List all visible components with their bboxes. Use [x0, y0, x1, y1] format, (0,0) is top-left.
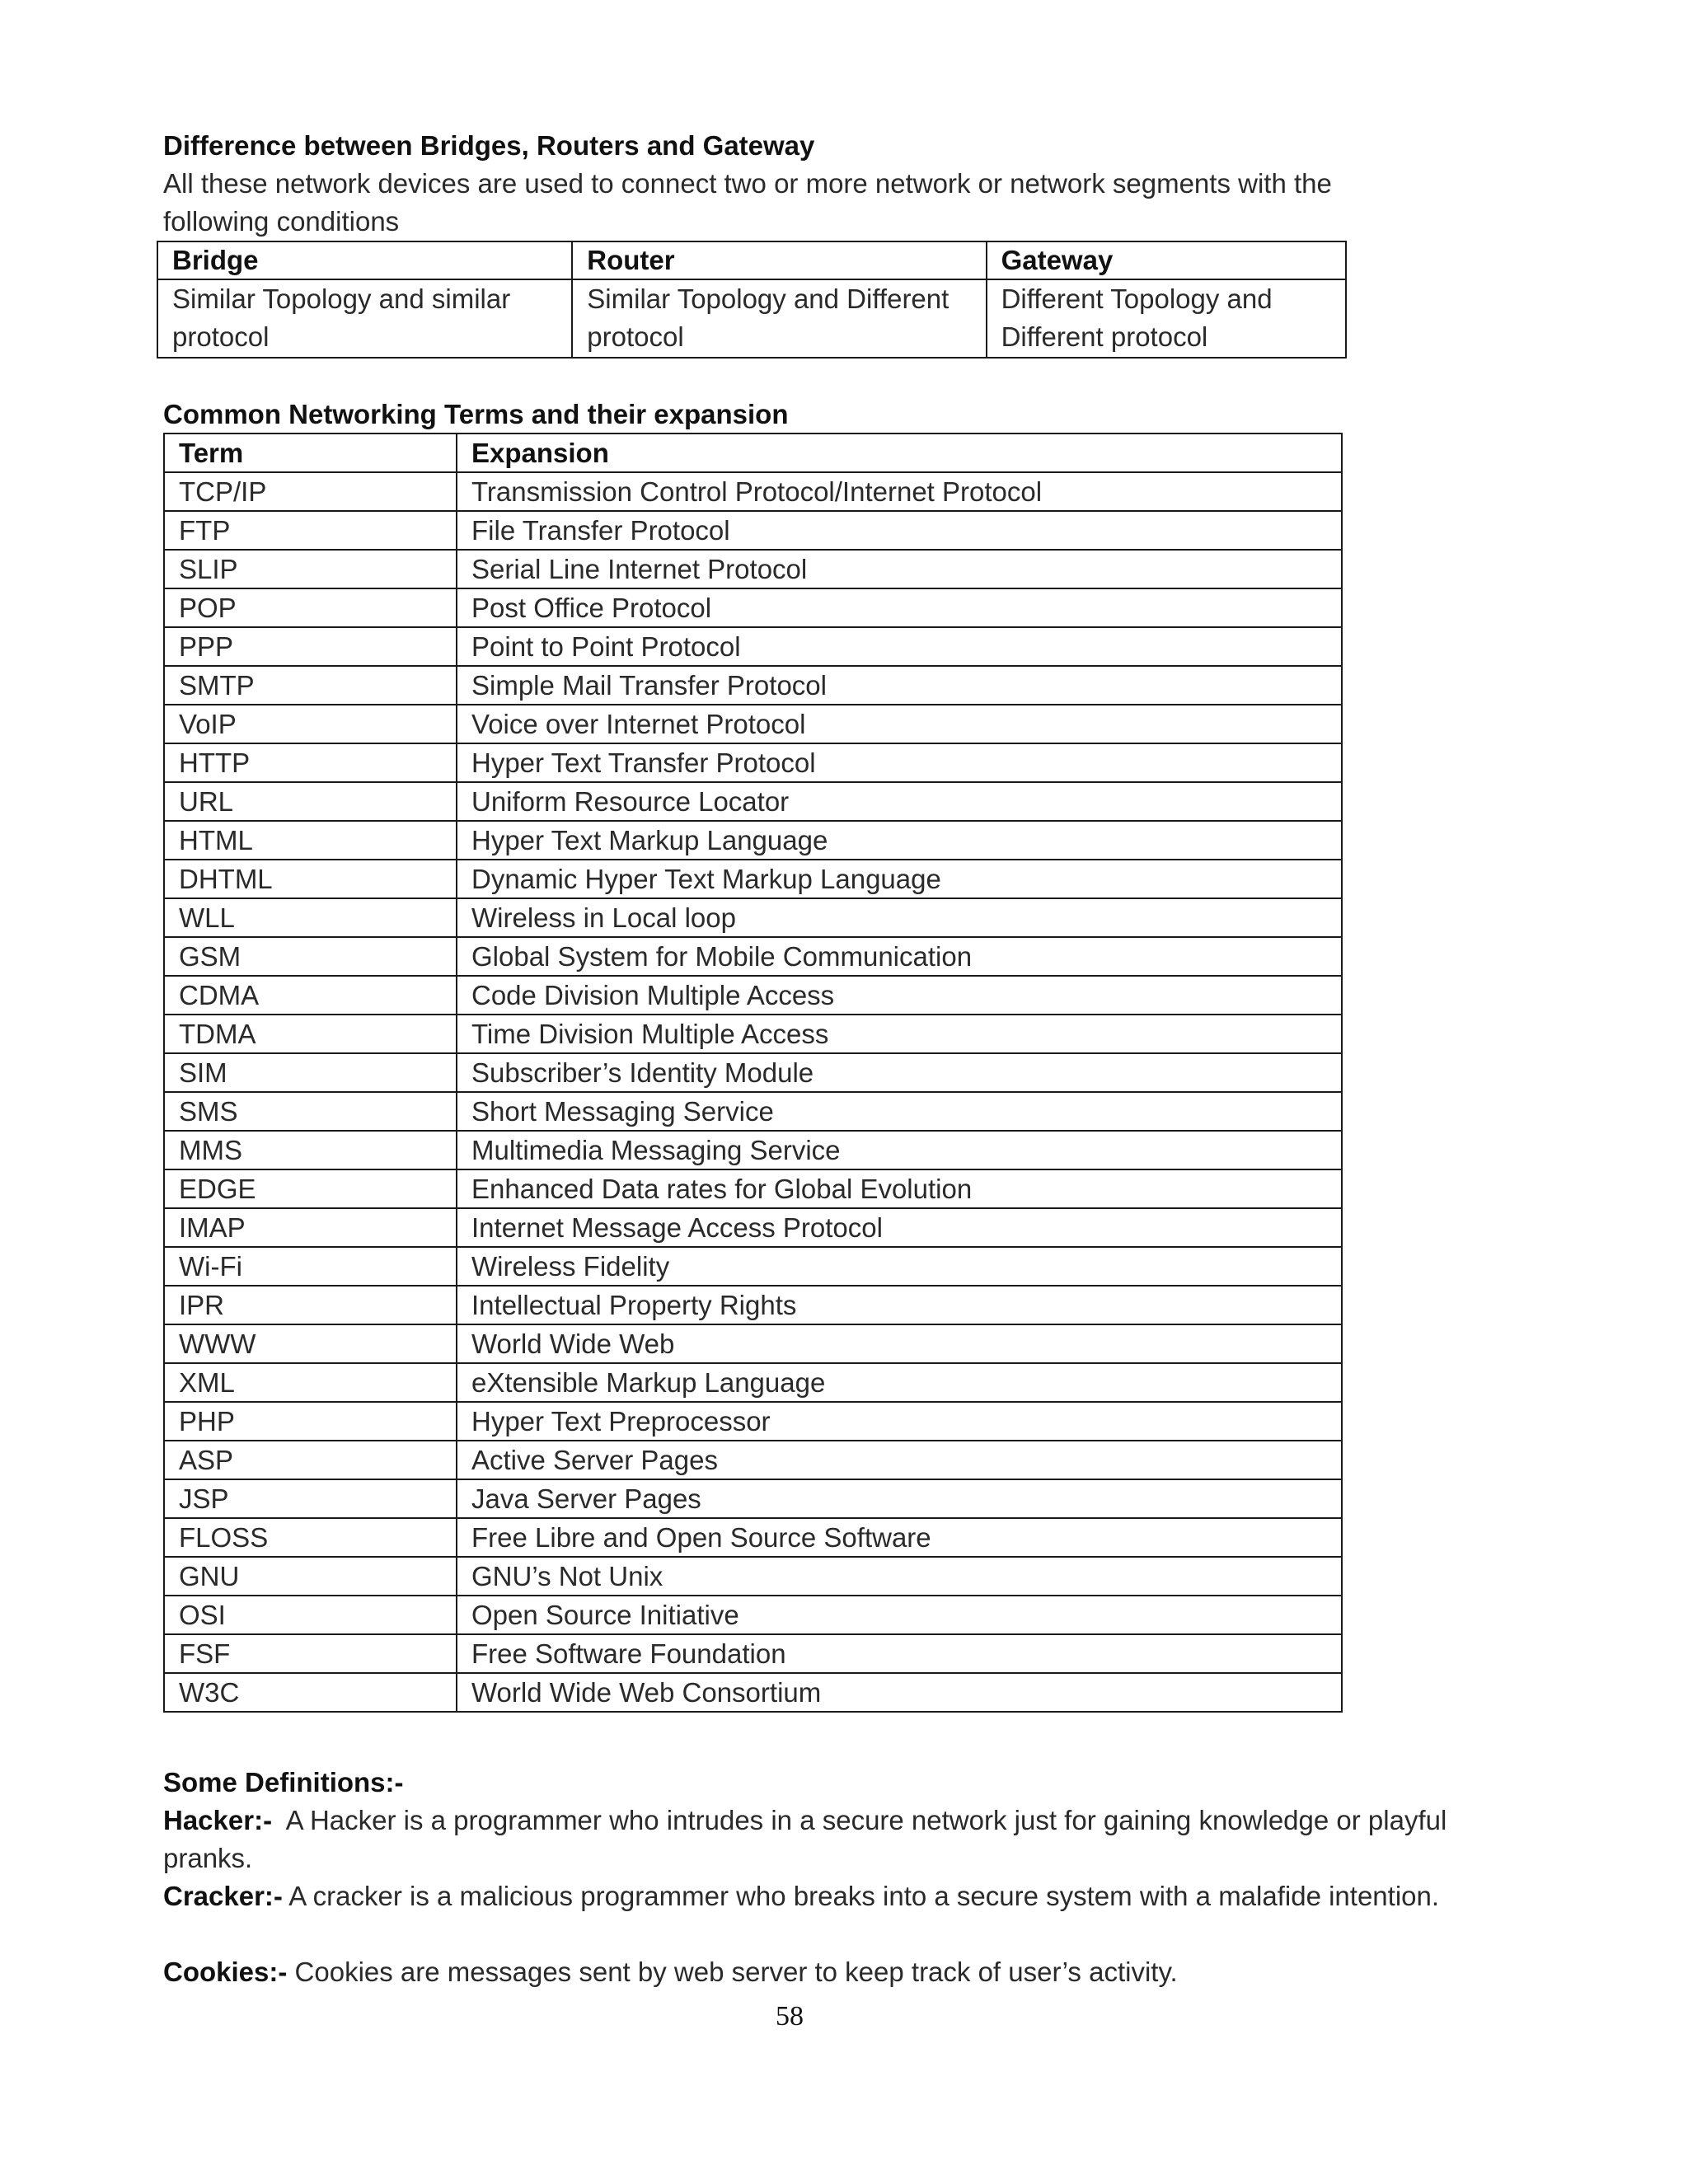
table-row — [164, 743, 1342, 782]
router-condition: Similar Topology and Different protocol — [572, 279, 986, 358]
gateway-condition: Different Topology and Different protocol — [987, 279, 1346, 358]
expansion-cell: World Wide Web Consortium — [457, 1673, 1342, 1712]
term-cell: HTML — [164, 821, 457, 860]
terms-table — [163, 433, 1343, 1713]
table-row — [164, 1441, 1342, 1479]
bridge-condition: Similar Topology and similar protocol — [157, 279, 572, 358]
table-row — [164, 1286, 1342, 1324]
definition-text: A cracker is a malicious programmer who breaks into a secure system with a malafide intention. — [288, 1881, 1440, 1911]
expansion-cell: Open Source Initiative — [457, 1596, 1342, 1634]
expansion-cell: Multimedia Messaging Service — [457, 1131, 1342, 1169]
definition-term: Cracker:- — [163, 1881, 283, 1911]
table-row — [164, 1208, 1342, 1247]
term-cell: SLIP — [164, 550, 457, 588]
term-cell: FTP — [164, 511, 457, 550]
table-row — [164, 1324, 1342, 1363]
expansion-cell: Point to Point Protocol — [457, 627, 1342, 666]
expansion-cell: Voice over Internet Protocol — [457, 705, 1342, 743]
term-cell: IMAP — [164, 1208, 457, 1247]
term-cell: OSI — [164, 1596, 457, 1634]
expansion-cell: Intellectual Property Rights — [457, 1286, 1342, 1324]
expansion-cell: GNU’s Not Unix — [457, 1557, 1342, 1596]
term-cell: IPR — [164, 1286, 457, 1324]
table-row — [164, 1092, 1342, 1131]
expansion-cell: Subscriber’s Identity Module — [457, 1053, 1342, 1092]
expansion-cell: Global System for Mobile Communication — [457, 937, 1342, 976]
table-row — [164, 1402, 1342, 1441]
section-heading-terms: Common Networking Terms and their expansion — [163, 399, 789, 429]
devices-row — [157, 279, 1346, 358]
table-row — [164, 782, 1342, 821]
table-row — [164, 1015, 1342, 1053]
section-heading-devices: Difference between Bridges, Routers and Gateway — [163, 130, 815, 161]
term-cell: CDMA — [164, 976, 457, 1015]
page-number: 58 — [776, 2001, 804, 2032]
expansion-cell: Short Messaging Service — [457, 1092, 1342, 1131]
term-cell: HTTP — [164, 743, 457, 782]
expansion-cell: Serial Line Internet Protocol — [457, 550, 1342, 588]
term-cell: Wi-Fi — [164, 1247, 457, 1286]
expansion-cell: Java Server Pages — [457, 1479, 1342, 1518]
term-cell: MMS — [164, 1131, 457, 1169]
table-row — [164, 821, 1342, 860]
table-row — [164, 627, 1342, 666]
table-row — [164, 1169, 1342, 1208]
term-cell: XML — [164, 1363, 457, 1402]
expansion-cell: Hyper Text Markup Language — [457, 821, 1342, 860]
expansion-cell: Hyper Text Transfer Protocol — [457, 743, 1342, 782]
term-cell: PPP — [164, 627, 457, 666]
expansion-cell: Transmission Control Protocol/Internet Protocol — [457, 472, 1342, 511]
term-cell: FSF — [164, 1634, 457, 1673]
table-row — [164, 1053, 1342, 1092]
table-row — [164, 666, 1342, 705]
term-cell: DHTML — [164, 860, 457, 898]
term-cell: W3C — [164, 1673, 457, 1712]
term-cell: VoIP — [164, 705, 457, 743]
expansion-cell: Wireless in Local loop — [457, 898, 1342, 937]
section-heading-definitions: Some Definitions:- — [163, 1767, 404, 1797]
devices-intro: All these network devices are used to connect two or more network or network segments with the following conditions — [163, 168, 1332, 237]
expansion-cell: Free Software Foundation — [457, 1634, 1342, 1673]
term-cell: EDGE — [164, 1169, 457, 1208]
expansion-cell: Enhanced Data rates for Global Evolution — [457, 1169, 1342, 1208]
table-row — [164, 1596, 1342, 1634]
expansion-cell: Internet Message Access Protocol — [457, 1208, 1342, 1247]
expansion-cell: Post Office Protocol — [457, 588, 1342, 627]
table-row — [164, 1557, 1342, 1596]
term-cell: SIM — [164, 1053, 457, 1092]
table-row — [164, 588, 1342, 627]
table-row — [164, 472, 1342, 511]
table-row — [164, 937, 1342, 976]
expansion-cell: Dynamic Hyper Text Markup Language — [457, 860, 1342, 898]
terms-header-row — [164, 434, 1342, 472]
table-row — [164, 898, 1342, 937]
table-row — [164, 1673, 1342, 1712]
table-row — [164, 1247, 1342, 1286]
definition-cracker — [163, 1877, 1449, 1915]
term-cell: WLL — [164, 898, 457, 937]
definition-text: A Hacker is a programmer who intrudes in a secure network just for gaining knowledge or playful pranks. — [163, 1805, 1447, 1873]
term-cell: POP — [164, 588, 457, 627]
expansion-cell: Simple Mail Transfer Protocol — [457, 666, 1342, 705]
term-cell: TCP/IP — [164, 472, 457, 511]
expansion-cell: Hyper Text Preprocessor — [457, 1402, 1342, 1441]
term-cell: WWW — [164, 1324, 457, 1363]
expansion-cell: Active Server Pages — [457, 1441, 1342, 1479]
table-row — [164, 1363, 1342, 1402]
header-router: Router — [572, 241, 986, 279]
table-row — [164, 1634, 1342, 1673]
expansion-cell: Code Division Multiple Access — [457, 976, 1342, 1015]
definition-hacker — [163, 1802, 1449, 1877]
definition-cookies — [163, 1953, 1449, 1991]
term-cell: FLOSS — [164, 1518, 457, 1557]
devices-header-row — [157, 241, 1346, 279]
expansion-cell: World Wide Web — [457, 1324, 1342, 1363]
expansion-cell: Time Division Multiple Access — [457, 1015, 1342, 1053]
term-cell: TDMA — [164, 1015, 457, 1053]
table-row — [164, 860, 1342, 898]
expansion-cell: eXtensible Markup Language — [457, 1363, 1342, 1402]
term-cell: URL — [164, 782, 457, 821]
expansion-cell: Wireless Fidelity — [457, 1247, 1342, 1286]
header-expansion: Expansion — [457, 434, 1342, 472]
term-cell: GSM — [164, 937, 457, 976]
expansion-cell: Uniform Resource Locator — [457, 782, 1342, 821]
term-cell: SMTP — [164, 666, 457, 705]
term-cell: SMS — [164, 1092, 457, 1131]
table-row — [164, 1518, 1342, 1557]
term-cell: JSP — [164, 1479, 457, 1518]
definition-term: Hacker:- — [163, 1805, 273, 1835]
terms-body — [164, 472, 1342, 1712]
table-row — [164, 1479, 1342, 1518]
term-cell: GNU — [164, 1557, 457, 1596]
table-row — [164, 976, 1342, 1015]
term-cell: ASP — [164, 1441, 457, 1479]
expansion-cell: Free Libre and Open Source Software — [457, 1518, 1342, 1557]
table-row — [164, 550, 1342, 588]
header-bridge: Bridge — [157, 241, 572, 279]
expansion-cell: File Transfer Protocol — [457, 511, 1342, 550]
table-row — [164, 705, 1342, 743]
header-gateway: Gateway — [987, 241, 1346, 279]
table-row — [164, 1131, 1342, 1169]
devices-table — [157, 241, 1347, 359]
header-term: Term — [164, 434, 457, 472]
table-row — [164, 511, 1342, 550]
definition-text: Cookies are messages sent by web server to keep track of user’s activity. — [294, 1957, 1178, 1987]
term-cell: PHP — [164, 1402, 457, 1441]
definition-term: Cookies:- — [163, 1957, 288, 1987]
